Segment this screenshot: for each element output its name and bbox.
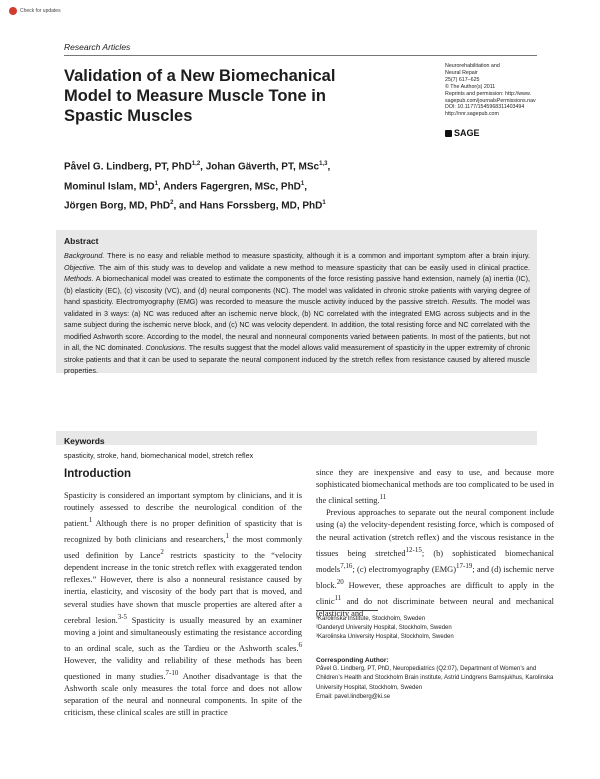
citation: 11	[334, 593, 342, 602]
citation: 1	[88, 516, 93, 525]
meta-line: http://nnr.sagepub.com	[445, 111, 499, 118]
body-column-left	[64, 490, 302, 719]
body-paragraph	[316, 467, 554, 507]
citation: 2	[160, 548, 164, 557]
publisher-name: SAGE	[454, 128, 480, 138]
author-list: Påvel G. Lindberg, PT, PhD$^{1,2}$, Johan Gäverth, PT, MSc$^{1,3}$, Mominul Islam, $MD^1$, Anders Fagergren, MSc, PhD$^1$, Jörgen Borg, MD, PhD$^2$, and Hans Forssberg, MD, PhD$^1$	[64, 161, 331, 212]
introduction-heading: Introduction	[64, 468, 132, 480]
author: and Hans Forssberg, MD, PhD	[179, 200, 323, 212]
check-updates-icon	[9, 7, 17, 15]
abstract-text	[64, 250, 530, 377]
meta-line: 25(7) 617–625	[445, 76, 480, 83]
affiliation: ²Danderyd University Hospital, Stockholm, Sweden	[316, 625, 452, 631]
abstract-objective: The aim of this study was to develop and validate a new method to measure spasticity that can be easily used in clinical practice.	[98, 262, 530, 272]
author: Mominul Islam, MD	[64, 180, 155, 192]
corresponding-text: Påvel G. Lindberg, PT, PhD, Neuropediatrics (Q2:07), Department of Women’s and Children’s Health and Stockholm Brain institute, Astrid Lindgrens Barnsjukhus, Karolinska University Hospital, Stockholm, Sweden	[316, 666, 554, 691]
author-affil-sup: 1,3	[319, 161, 328, 167]
corresponding-email[interactable]: Email: pavel.lindberg@ki.se	[316, 693, 391, 700]
citation: 12-15	[405, 545, 422, 554]
keywords-box	[56, 431, 537, 445]
citation: 20	[336, 577, 344, 586]
abstract-results: The model was validated in 3 ways: (a) NC was reduced after an ischemic nerve block, (b) NC correlated with the integrated EMG across subjects and in the same subject during the ischemic nerve block, and (c) NC was velocity dependent. In addition, the total resisting force and NC correlated with the modified Ashworth score. According to the model, the neural and nonneural components varied between patients. In most of the patients, but not in all, the NC dominated.	[64, 297, 530, 353]
body-column-right	[316, 467, 554, 620]
citation: 17-19	[456, 561, 473, 570]
text-run: However, these approaches are difficult to apply in the clinic	[316, 580, 554, 606]
author-affil-sup: 2	[170, 200, 174, 207]
check-for-updates-badge[interactable]	[9, 7, 61, 15]
sage-logo-icon	[445, 130, 452, 137]
text-run: ; (c) electromyography (EMG)	[352, 564, 457, 574]
affiliation: ¹Karolinska Institute, Stockholm, Sweden	[316, 616, 426, 622]
text-run: Spasticity is usually measured by an examiner moving a joint and simultaneously estimating the resistance according to an ordinal scale, such as the Tardieu or the Ashworth scales.	[64, 615, 303, 653]
author: Jörgen Borg, MD, PhD	[64, 200, 171, 212]
text-run: ; (b) sophisticated biomechanical models	[316, 548, 555, 574]
text-run: However, the validity and reliability of these methods has been questioned in many studies.	[64, 655, 302, 681]
affiliation: ³Karolinska University Hospital, Stockholm, Sweden	[316, 634, 454, 640]
meta-line: © The Author(s) 2011	[445, 83, 496, 90]
abstract-background: There is no easy and reliable method to measure spasticity, although it is a common and important symptom after a brain injury.	[107, 251, 530, 260]
affiliations	[316, 615, 556, 642]
corresponding-heading: Corresponding Author:	[316, 657, 389, 664]
text-run: ; and (d) ischemic nerve block.	[316, 564, 554, 590]
text-run: Spasticity is considered an important symptom by clinicians, and it is routinely assessed to describe the neurological condition of the patient.	[64, 491, 302, 529]
corresponding-author	[316, 656, 562, 702]
citation: 7,16	[340, 561, 353, 570]
citation: 1	[225, 532, 230, 541]
citation: 7-10	[165, 669, 179, 678]
abstract-conclusions: The results suggest that the model allows valid measurement of spasticity in the upper extremity of chronic stroke patients and that it can be used to separate the neural component induced by the stretch reflex from resistance caused by altered muscle properties.	[64, 343, 530, 376]
journal-meta	[445, 63, 565, 118]
citation: 3-5	[117, 612, 128, 621]
author: Anders Fagergren, MSc, PhD	[163, 180, 301, 192]
meta-line: Neurorehabilitation and	[445, 63, 500, 69]
abstract-label: Background.	[64, 251, 105, 260]
text-run: Another disadvantage is that the Ashworth scale only measures the total force and does not allow separation of the neural and nonneural components. In spite of the criticism, these clinical scales are still in practice	[64, 671, 303, 718]
abstract-heading: Abstract	[64, 236, 99, 246]
abstract-label: Results.	[451, 297, 478, 307]
meta-line: Reprints and permission: http://www.	[445, 90, 531, 97]
author: Johan Gäverth, PT, MSc	[205, 161, 320, 173]
author-affil-sup: 1	[154, 180, 158, 187]
publisher-logo	[445, 128, 480, 138]
text-run: Previous approaches to separate out the neural component include using (a) the velocity-dependent resisting force, which is composed of the neural activation (stretch reflex) and the viscous resistance in the tissues being stretched	[316, 508, 554, 558]
text-run: the most commonly used definition by Lance	[64, 535, 303, 561]
body-paragraph	[316, 507, 554, 619]
abstract-label: Conclusions.	[145, 343, 187, 353]
body-paragraph	[64, 490, 302, 719]
author-affil-sup: 1,2	[191, 161, 201, 167]
abstract-methods: A biomechanical model was created to estimate the components of the force resisting passive hand extension, namely (a) inertia (IC), (b) elasticity (EC), (c) viscosity (VC), and (d) neural components (NC). The model was validated in chronic stroke patients with varying degree of hand spasticity. Electromyography (EMG) was recorded to measure the muscle activity induced by the passive stretch.	[64, 274, 530, 307]
abstract-label: Objective.	[64, 262, 96, 272]
text-run: restricts spasticity to the “velocity dependent increase in the tonic stretch reflex with exaggerated tendon reflexes.” However, there is also a nonneural resistance caused by inertia, elasticity, and viscosity of the body part that is moved, and several studies have shown that muscle properties are altered after a cerebral lesion.	[64, 551, 302, 625]
badge-label: Check for updates	[20, 8, 61, 14]
meta-line: Neural Repair	[445, 69, 478, 76]
meta-line: sagepub.com/journalsPermissions.nav	[445, 97, 536, 104]
author: Påvel G. Lindberg, PT, PhD	[64, 161, 192, 173]
abstract-label: Methods.	[64, 274, 94, 284]
header-rule	[64, 55, 537, 56]
citation: 6	[298, 640, 302, 649]
author-affil-sup: 1	[322, 200, 326, 207]
text-run: and do not discriminate between neural and mechanical (elasticity and	[316, 596, 554, 618]
citation: 11	[379, 493, 387, 502]
footnote-rule	[316, 610, 378, 611]
article-title: Validation of a New Biomechanical Model to Measure Muscle Tone in Spastic Muscles	[64, 67, 336, 125]
author-affil-sup: 1	[300, 180, 305, 187]
section-label: Research Articles	[64, 42, 131, 52]
keywords-heading: Keywords	[64, 436, 105, 446]
text-run: since they are inexpensive and easy to use, and because more sophisticated biomechanical methods are too complicated to be used in the clinical setting.	[316, 468, 554, 506]
keywords-text: spasticity, stroke, hand, biomechanical model, stretch reflex	[64, 451, 254, 460]
text-run: Although there is no proper definition of spasticity that is recognized by both clinicians and researchers,	[64, 519, 302, 545]
meta-line: DOI: 10.1177/1545968311403494	[445, 104, 525, 111]
